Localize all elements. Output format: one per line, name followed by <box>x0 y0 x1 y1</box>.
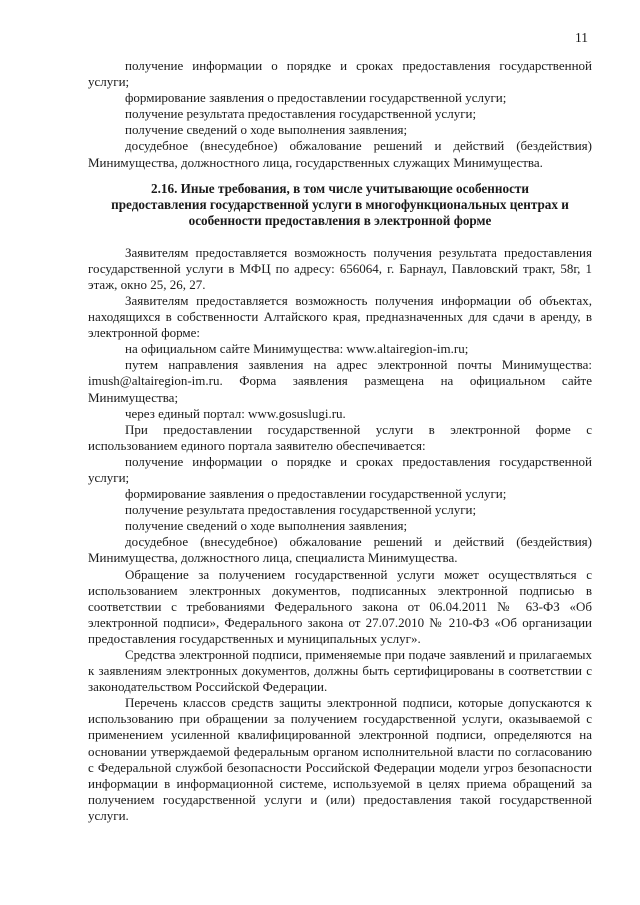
paragraph: получение сведений о ходе выполнения заявления; <box>125 122 408 138</box>
section-heading-line: особенности предоставления в электронной форме <box>188 212 492 228</box>
paragraph: досудебное (внесудебное) обжалование решений и действий (бездействия) Минимущества, должностного лица, государственных служащих Минимущества. <box>88 138 592 170</box>
section-heading-line: предоставления государственной услуги в многофункциональных центрах и <box>111 196 569 212</box>
paragraph: получение результата предоставления государственной услуги; <box>125 106 477 122</box>
section-heading-line: 2.16. Иные требования, в том числе учитывающие особенности <box>150 180 530 196</box>
list-item: через единый портал: www.gosuslugi.ru. <box>125 405 346 421</box>
paragraph: При предоставлении государственной услуги в электронной форме с использованием единого портала заявителю обеспечивается: <box>88 421 592 453</box>
paragraph: Перечень классов средств защиты электронной подписи, которые допускаются к использованию при обращении за получением государственной услуги, оказываемой с применением усиленной квалифицированной электронной подписи, определяются на основании утверждаемой федеральным органом исполнительной власти по согласованию с Федеральной службой безопасности Российской Федерации модели угроз безопасности информации в информационной системе, используемой в целях приема обращений за получением государственной услуги и (или) предоставления такой государственной услуги. <box>88 695 592 823</box>
paragraph: Средства электронной подписи, применяемые при подаче заявлений и прилагаемых к заявлениям электронных документов, должны быть сертифицированы в соответствии с законодательством Российской Федерации. <box>88 647 592 695</box>
list-item: получение сведений о ходе выполнения заявления; <box>125 518 408 534</box>
section-heading <box>88 181 592 229</box>
list-item: на официальном сайте Минимущества: www.altairegion-im.ru; <box>125 341 469 357</box>
paragraph: получение информации о порядке и сроках предоставления государственной услуги; <box>88 58 592 90</box>
paragraph: Обращение за получением государственной услуги может осуществляться с использованием электронных документов, подписанных электронной подписью в соответствии с требованиями Федерального закона от 06.04.2011 № 63-ФЗ «Об электронной подписи», Федерального закона от 27.07.2010 № 210-ФЗ «Об организации предоставления государственных и муниципальных услуг». <box>88 566 592 646</box>
list-item: досудебное (внесудебное) обжалование решений и действий (бездействия) Минимущества, должностного лица, специалиста Минимущества. <box>88 534 592 566</box>
list-item: получение информации о порядке и сроках предоставления государственной услуги; <box>88 453 592 485</box>
paragraph: Заявителям предоставляется возможность получения информации об объектах, находящихся в собственности Алтайского края, предназначенных для сдачи в аренду, в электронной форме: <box>88 292 592 341</box>
paragraph: формирование заявления о предоставлении государственной услуги; <box>125 90 507 106</box>
paragraph: Заявителям предоставляется возможность получения результата предоставления государственной услуги в МФЦ по адресу: 656064, г. Барнаул, Павловский тракт, 58г, 1 этаж, окно 25, 26, 27. <box>88 244 592 292</box>
list-item: формирование заявления о предоставлении государственной услуги; <box>125 486 507 502</box>
page-number: 11 <box>575 30 588 45</box>
list-item: путем направления заявления на адрес электронной почты Минимущества: imush@altairegion-im.ru. Форма заявления размещена на официальном сайте Минимущества; <box>88 357 592 405</box>
list-item: получение результата предоставления государственной услуги; <box>125 502 477 518</box>
page-content <box>88 58 592 824</box>
